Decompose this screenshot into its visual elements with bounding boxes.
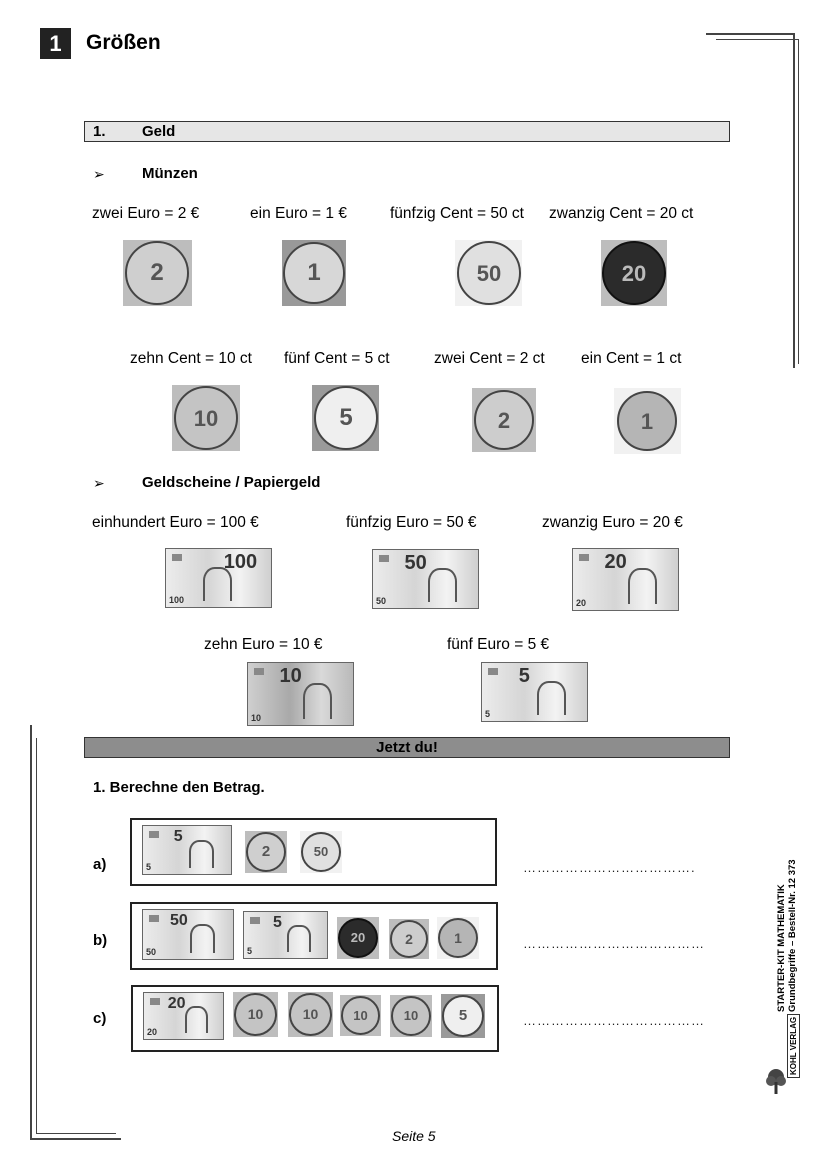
section-bar xyxy=(84,121,730,142)
bullet-arrow-icon: ➢ xyxy=(93,166,105,182)
exercise-bar xyxy=(84,737,730,758)
coins-heading: Münzen xyxy=(142,165,198,182)
task-b-answer-line[interactable]: ………………………………… xyxy=(523,936,705,951)
notes-heading: Geldscheine / Papiergeld xyxy=(142,474,321,491)
section-number: 1. xyxy=(93,123,106,140)
task-a-box xyxy=(130,818,497,886)
frame-line-bottom-2 xyxy=(36,1133,116,1134)
coin-1-euro-image: 1 xyxy=(282,240,346,306)
banknote-5-euro-image: 5 5 xyxy=(481,662,588,722)
chapter-number: 1 xyxy=(40,28,71,59)
task-coin-50-cent-image: 50 xyxy=(300,831,342,873)
task-coin-10-cent-image: 10 xyxy=(288,992,333,1037)
task-c-box xyxy=(131,985,499,1052)
task-banknote-5-euro-image: 5 5 xyxy=(243,911,328,959)
page-footer: Seite 5 xyxy=(392,1128,436,1144)
coin-10-cent-image: 10 xyxy=(172,385,240,451)
frame-line-left-2 xyxy=(36,738,37,1134)
coin-20-cent-image: 20 xyxy=(601,240,667,306)
coin-label: ein Euro = 1 € xyxy=(250,205,347,222)
task-coin-2-cent-image: 2 xyxy=(389,919,429,959)
task-coin-10-cent-image: 10 xyxy=(390,995,432,1037)
coin-label: zwei Cent = 2 ct xyxy=(434,350,545,367)
side-product-title: STARTER-KIT MATHEMATIK xyxy=(776,884,787,1012)
coin-50-cent-image: 50 xyxy=(455,240,522,306)
coin-2-cent-image: 2 xyxy=(472,388,536,452)
section-title: Geld xyxy=(142,123,176,140)
task-coin-1-cent-image: 1 xyxy=(437,917,479,959)
banknote-100-euro-image: 100 100 xyxy=(165,548,272,608)
exercise-bar-title: Jetzt du! xyxy=(376,739,438,756)
side-product-subtitle: Grundbegriffe – Bestell-Nr. 12 373 xyxy=(787,859,798,1012)
publisher-logo: KOHL VERLAG xyxy=(787,1014,800,1078)
frame-line-left xyxy=(30,725,32,1139)
note-label: zehn Euro = 10 € xyxy=(204,636,323,653)
note-label: fünfzig Euro = 50 € xyxy=(346,514,477,531)
task-b-label: b) xyxy=(93,932,108,949)
task-a-answer-line[interactable]: ………………………………. xyxy=(523,860,696,875)
frame-line-right-2 xyxy=(798,39,799,364)
task-c-label: c) xyxy=(93,1010,107,1027)
task-a-label: a) xyxy=(93,856,107,873)
task-b-box xyxy=(130,902,498,970)
task-coin-10-cent-image: 10 xyxy=(340,995,381,1036)
task-title: 1. Berechne den Betrag. xyxy=(93,779,265,796)
task-c-answer-line[interactable]: ………………………………… xyxy=(523,1013,705,1028)
frame-line-bottom xyxy=(30,1138,121,1140)
side-product-info xyxy=(776,859,798,1012)
banknote-10-euro-image: 10 10 xyxy=(247,662,354,726)
task-banknote-5-euro-image: 5 5 xyxy=(142,825,232,875)
frame-line-top-right-2 xyxy=(716,39,798,40)
task-banknote-20-euro-image: 20 20 xyxy=(143,992,224,1040)
coin-label: fünfzig Cent = 50 ct xyxy=(390,205,524,222)
note-label: zwanzig Euro = 20 € xyxy=(542,514,683,531)
coin-label: zwanzig Cent = 20 ct xyxy=(549,205,694,222)
coin-5-cent-image: 5 xyxy=(312,385,379,451)
task-banknote-50-euro-image: 50 50 xyxy=(142,909,234,960)
publisher-tree-icon xyxy=(765,1068,787,1096)
bullet-arrow-icon: ➢ xyxy=(93,475,105,491)
task-coin-20-cent-image: 20 xyxy=(337,917,379,959)
coin-label: zehn Cent = 10 ct xyxy=(130,350,252,367)
coin-2-euro-image: 2 xyxy=(123,240,192,306)
coin-label: zwei Euro = 2 € xyxy=(92,205,200,222)
coin-label: fünf Cent = 5 ct xyxy=(284,350,390,367)
task-coin-5-cent-image: 5 xyxy=(441,994,485,1038)
chapter-title: Größen xyxy=(86,31,161,54)
frame-line-top-right xyxy=(706,33,793,35)
banknote-50-euro-image: 50 50 xyxy=(372,549,479,609)
task-coin-2-euro-image: 2 xyxy=(245,831,287,873)
coin-label: ein Cent = 1 ct xyxy=(581,350,682,367)
note-label: fünf Euro = 5 € xyxy=(447,636,550,653)
task-coin-10-cent-image: 10 xyxy=(233,992,278,1037)
coin-1-cent-image: 1 xyxy=(614,388,681,454)
banknote-20-euro-image: 20 20 xyxy=(572,548,679,611)
note-label: einhundert Euro = 100 € xyxy=(92,514,259,531)
frame-line-right xyxy=(793,33,795,368)
